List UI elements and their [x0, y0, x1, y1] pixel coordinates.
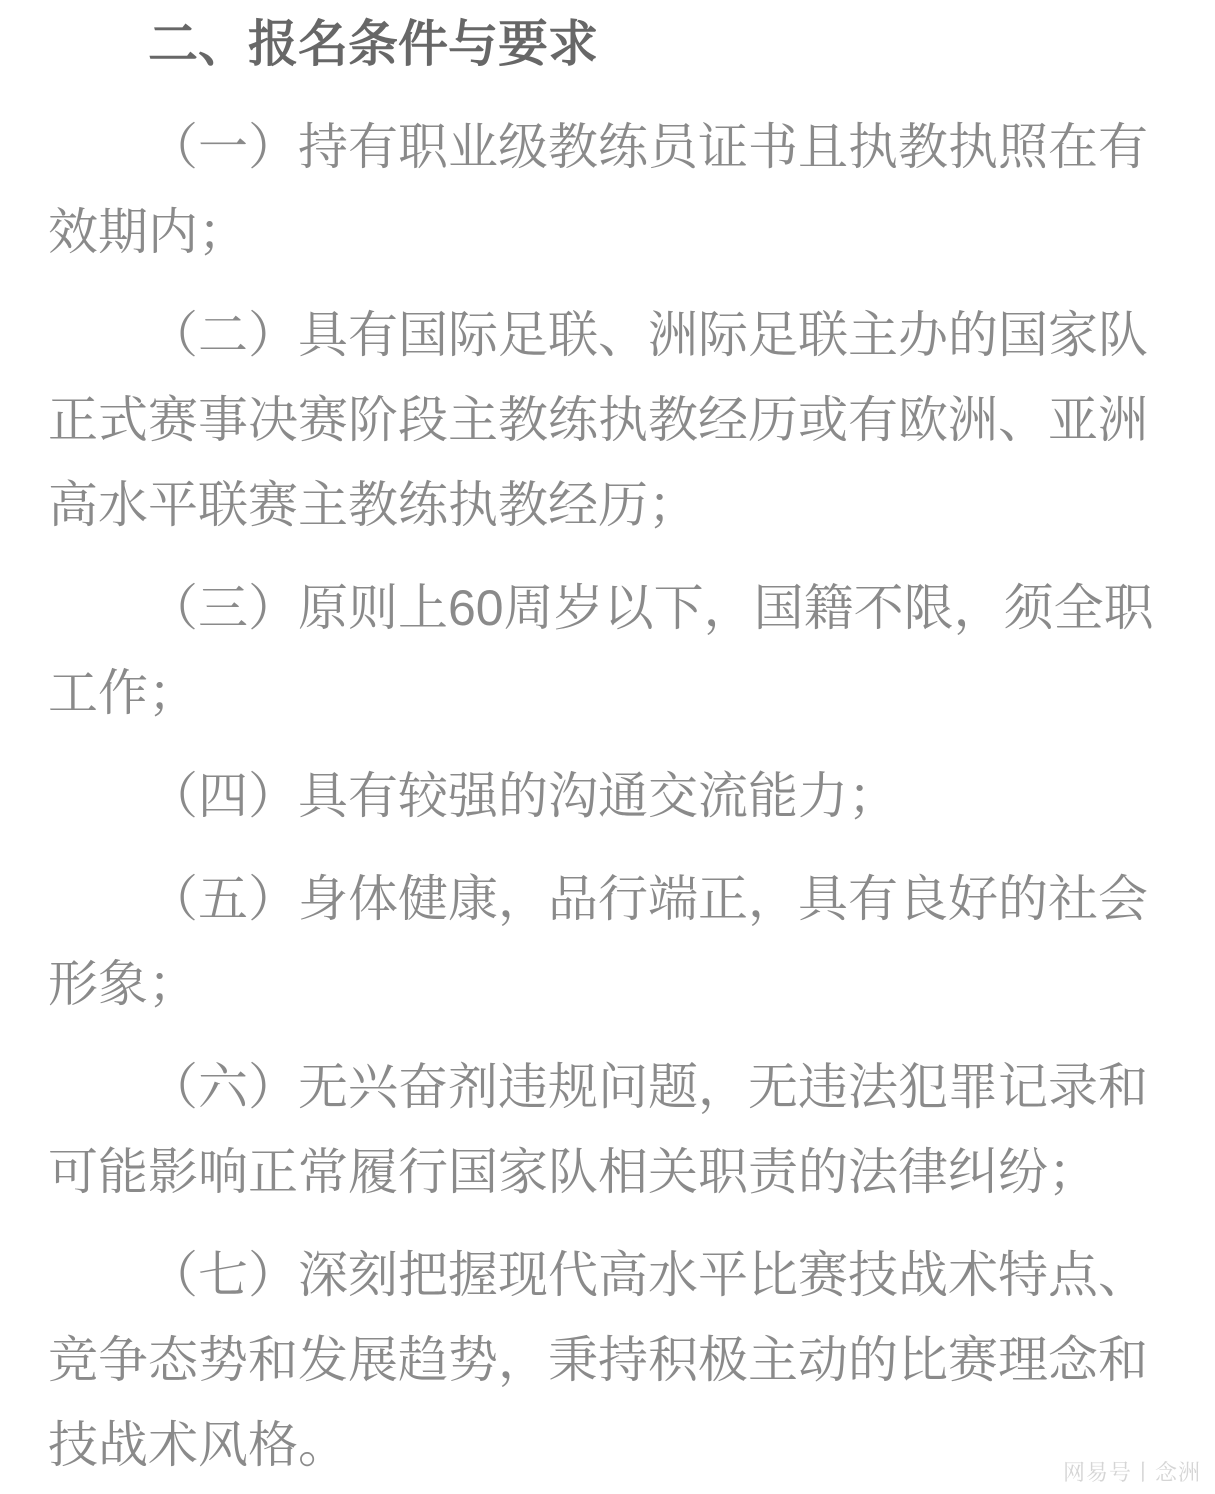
requirement-item-4: （四）具有较强的沟通交流能力；	[148, 768, 898, 824]
requirement-item-6: （六）无兴奋剂违规问题，无违法犯罪记录和可能影响正常履行国家队相关职责的法律纠纷；	[48, 1059, 1148, 1200]
watermark: 网易号丨念洲	[1062, 1460, 1201, 1485]
requirement-item-2: （二）具有国际足联、洲际足联主办的国家队正式赛事决赛阶段主教练执教经历或有欧洲、亚洲高水平联赛主教练执教经历；	[48, 307, 1148, 533]
section-heading: 二、报名条件与要求	[148, 16, 598, 72]
requirement-item-5: （五）身体健康，品行端正，具有良好的社会形象；	[48, 871, 1148, 1012]
requirement-item-7: （七）深刻把握现代高水平比赛技战术特点、竞争态势和发展趋势，秉持积极主动的比赛理念和技战术风格。	[48, 1247, 1148, 1473]
requirement-item-1: （一）持有职业级教练员证书且执教执照在有效期内；	[48, 119, 1148, 260]
requirement-item-3: （三）原则上60周岁以下，国籍不限，须全职工作；	[48, 580, 1154, 721]
